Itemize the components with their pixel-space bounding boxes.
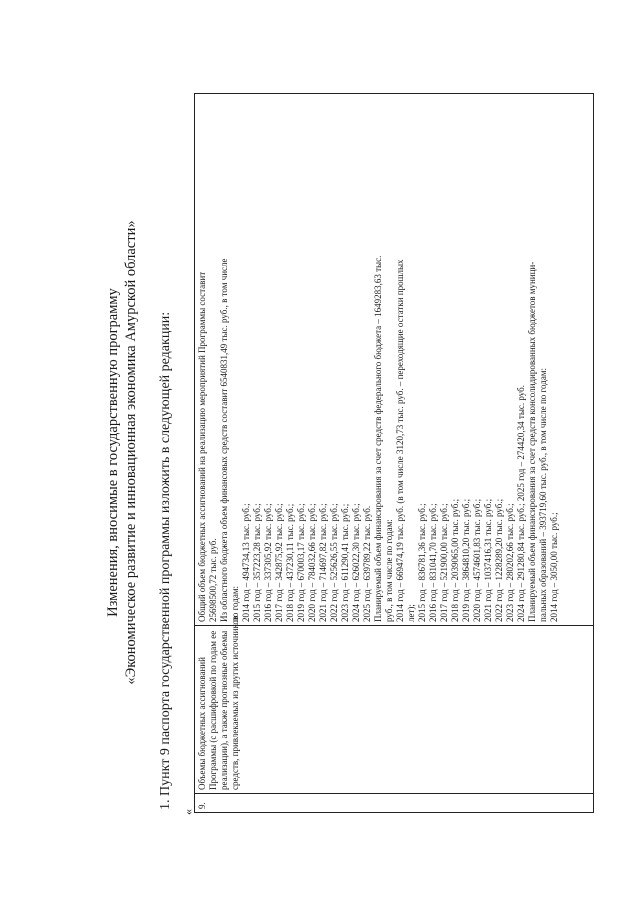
content-line: 2023 год – 280202,66 тыс. руб.; — [505, 503, 515, 622]
content-line: Планируемый объем финансирования за счет средств консолидированных бюджетов муници- — [527, 261, 537, 622]
content-line: 2018 год – 2039065,00 тыс. руб.; — [450, 498, 460, 622]
content-line: пальных образований – 393719,60 тыс. руб., в том числе по годам: — [538, 367, 548, 622]
content-line: 2020 год – 784032,66 тыс. руб.; — [307, 503, 317, 622]
content-line: руб., в том числе по годам: — [384, 519, 394, 622]
row-label: Объемы бюджетных ассигнований Программы (с расшифровкой по годам ее реализации), а также прогнозные объемы средств, привлекаемых из других источников — [197, 615, 240, 790]
content-line: 2014 год – 3050,00 тыс. руб.; — [549, 512, 559, 622]
content-line: 2014 год – 494734,13 тыс. руб.; — [241, 503, 251, 622]
table-column-divider — [195, 793, 593, 794]
content-line: 2020 год – 4574601,83 тыс. руб.; — [472, 498, 482, 622]
passport-table — [194, 93, 594, 813]
content-line: 2014 год – 669474,19 тыс. руб. (в том числе 3120,73 тыс. руб. – переходящие остатки прошлых — [395, 259, 405, 622]
content-line: 25698500,72 тыс. руб. — [208, 538, 218, 622]
content-line: 2016 год – 831041,70 тыс. руб.; — [428, 503, 438, 622]
content-line: 2024 год – 291280,84 тыс. руб.; 2025 год – 274420,34 тыс. руб. — [516, 385, 526, 622]
content-line: лет); — [406, 604, 416, 622]
row-number: 9. — [197, 802, 207, 809]
content-line: 2022 год – 525626,55 тыс. руб.; — [329, 503, 339, 622]
content-line: 2019 год – 3864810,20 тыс. руб.; — [461, 498, 471, 622]
row-content — [197, 95, 560, 622]
content-line: 2025 год – 639789,22 тыс. руб. — [362, 505, 372, 622]
content-line: 2019 год – 670003,17 тыс. руб.; — [296, 503, 306, 622]
document-title-line-1: Изменения, вносимые в государственную программу — [105, 288, 121, 617]
content-line: 2021 год – 714697,82 тыс. руб.; — [318, 503, 328, 622]
content-line: 2024 год – 626022,30 тыс. руб.; — [351, 503, 361, 622]
content-line: 2015 год – 836781,36 тыс. руб.; — [417, 503, 427, 622]
table-column-divider — [195, 625, 593, 626]
document-title-line-2: «Экономическое развитие и инновационная экономика Амурской области» — [123, 220, 139, 685]
content-line: 2017 год – 342875,92 тыс. руб.; — [274, 503, 284, 622]
content-line: Общий объем бюджетных ассигнований на реализацию мероприятий Программы составит — [197, 271, 207, 622]
content-line: 2015 год – 357223,28 тыс. руб.; — [252, 503, 262, 622]
content-line: 2021 год – 1037416,31 тыс. руб.; — [483, 498, 493, 622]
section-heading: 1. Пункт 9 паспорта государственной программы изложить в следующей редакции: — [158, 311, 173, 810]
content-line: Планируемый объем финансирования за счет средств федерального бюджета – 1649283,63 тыс. — [373, 255, 383, 622]
content-line: 2017 год – 521900,00 тыс. руб.; — [439, 503, 449, 622]
content-line: 2023 год – 611290,41 тыс. руб.; — [340, 503, 350, 622]
content-line: Из областного бюджета объем финансовых средств составит 6540831,49 тыс. руб., в том числе — [219, 258, 229, 622]
content-line: 2016 год – 337305,92 тыс. руб.; — [263, 503, 273, 622]
content-line: по годам: — [230, 585, 240, 622]
content-line: 2022 год – 1228289,20 тыс. руб.; — [494, 498, 504, 622]
open-quote-mark: « — [181, 809, 195, 815]
content-line: 2018 год – 437230,11 тыс. руб.; — [285, 503, 295, 622]
